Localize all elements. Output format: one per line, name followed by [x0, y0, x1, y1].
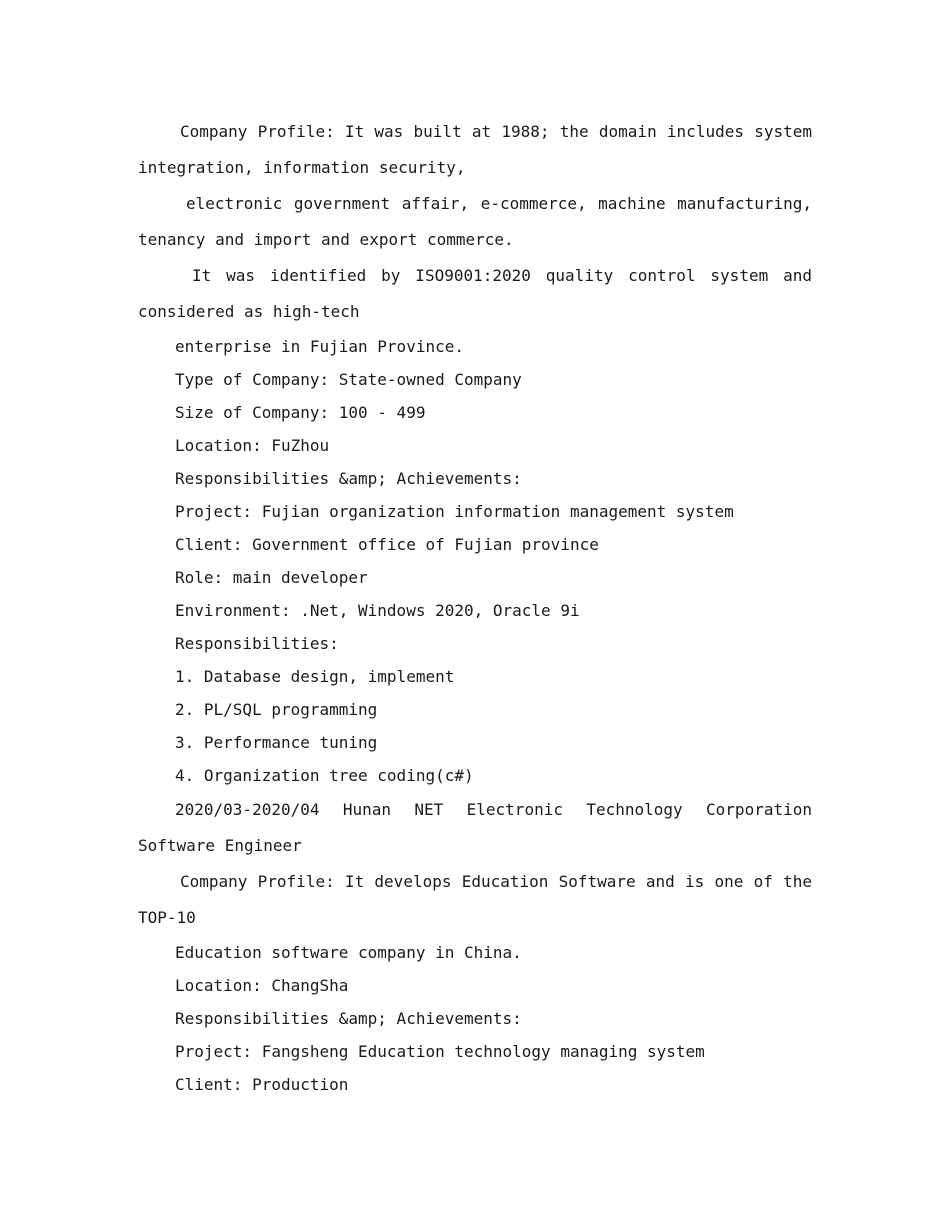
responsibilities-heading: Responsibilities &amp; Achievements: [175, 469, 522, 488]
certification-paragraph: It was identified by ISO9001:2020 quality control system and considered as high-tech [138, 266, 812, 321]
company-profile-continuation-2: Education software company in China. [175, 943, 522, 962]
environment-line: Environment: .Net, Windows 2020, Oracle 9i [175, 601, 580, 620]
document-body [138, 114, 812, 1101]
client-line-2: Client: Production [175, 1075, 349, 1094]
responsibilities-heading-2: Responsibilities &amp; Achievements: [175, 1009, 522, 1028]
company-profile-paragraph: Company Profile: It was built at 1988; the domain includes system integration, information security, [138, 122, 812, 177]
role-line: Role: main developer [175, 568, 368, 587]
list-item: 3. Performance tuning [175, 733, 378, 752]
company-domain-paragraph: electronic government affair, e-commerce, machine manufacturing, tenancy and import and export commerce. [138, 194, 812, 249]
list-item: 1. Database design, implement [175, 667, 455, 686]
client-line: Client: Government office of Fujian province [175, 535, 599, 554]
location-line-2: Location: ChangSha [175, 976, 349, 995]
list-item: 2. PL/SQL programming [175, 700, 378, 719]
project-line-2: Project: Fangsheng Education technology managing system [175, 1042, 705, 1061]
responsibilities-label: Responsibilities: [175, 634, 339, 653]
company-size-line: Size of Company: 100 - 499 [175, 403, 426, 422]
list-item: 4. Organization tree coding(c#) [175, 766, 474, 785]
location-line: Location: FuZhou [175, 436, 330, 455]
company-profile-paragraph-2: Company Profile: It develops Education Software and is one of the TOP-10 [138, 872, 812, 927]
employment-entry-line: 2020/03-2020/04 Hunan NET Electronic Technology Corporation Software Engineer [138, 800, 812, 855]
project-line: Project: Fujian organization information management system [175, 502, 734, 521]
company-type-line: Type of Company: State-owned Company [175, 370, 522, 389]
certification-continuation: enterprise in Fujian Province. [175, 337, 464, 356]
